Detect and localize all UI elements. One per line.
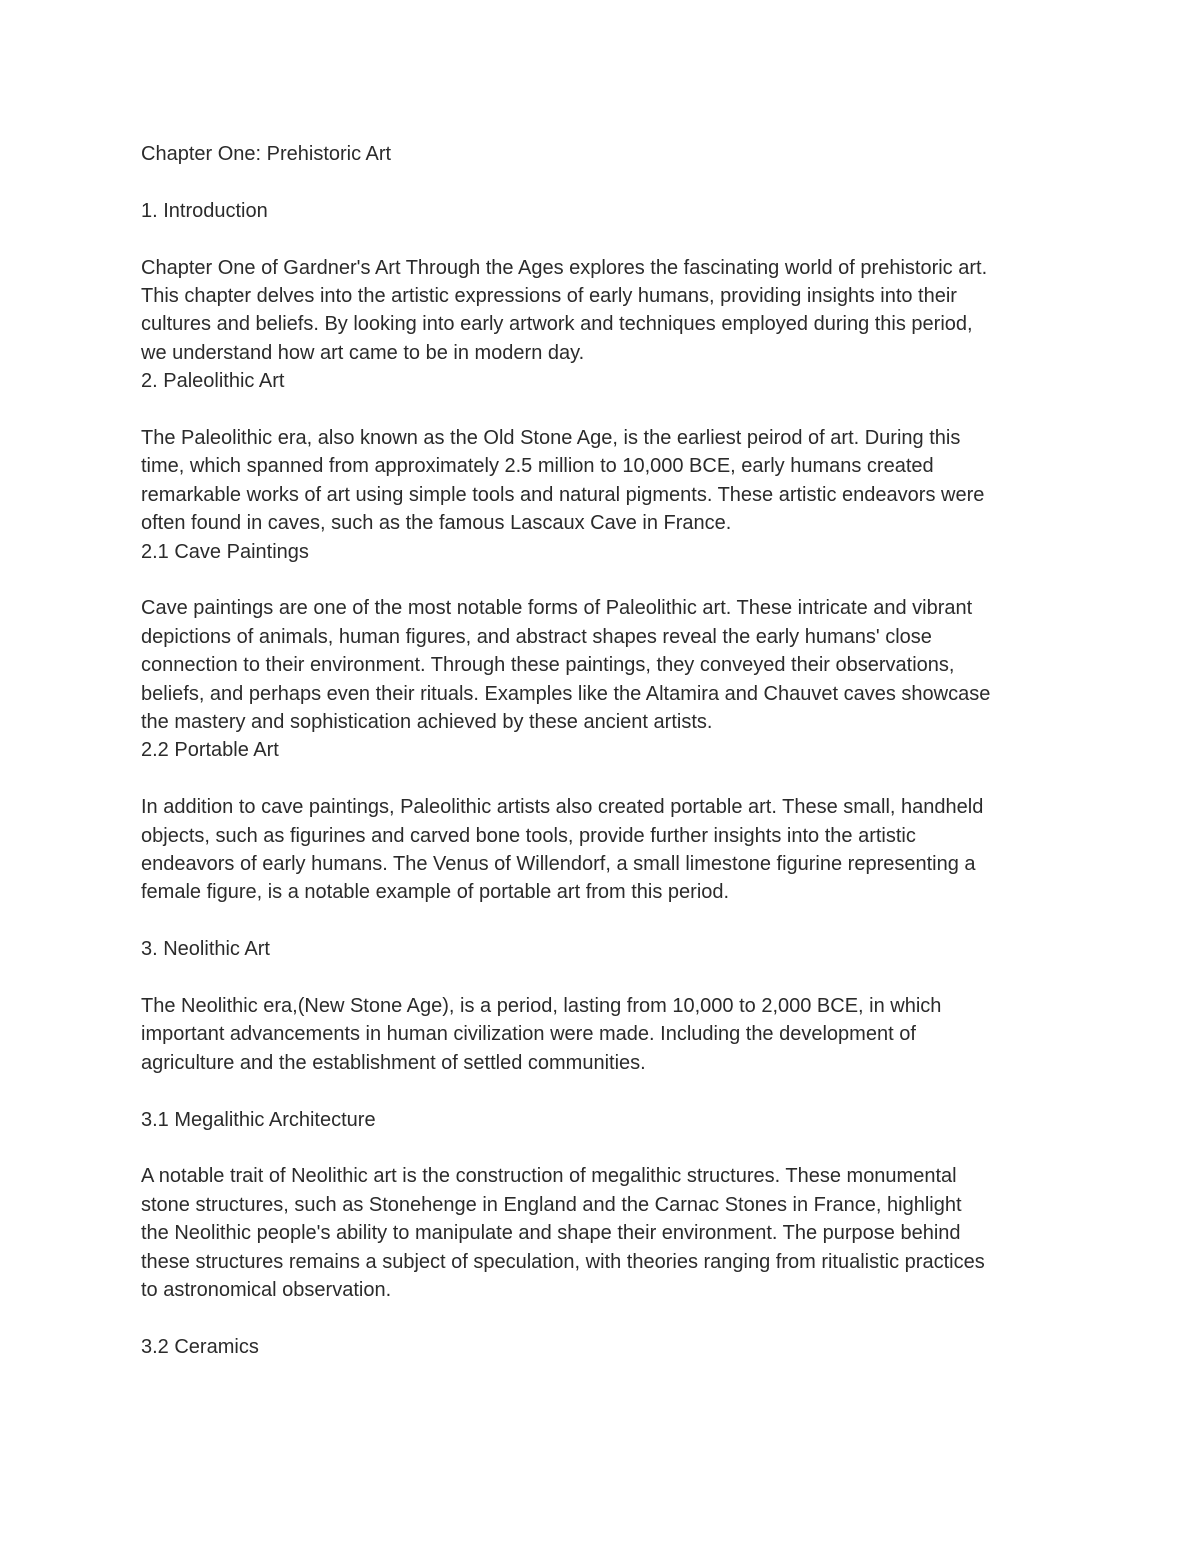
blank-line bbox=[141, 1077, 1071, 1105]
paragraph-introduction bbox=[141, 254, 1071, 368]
paragraph-line: objects, such as figurines and carved bone tools, provide further insights into the artistic bbox=[141, 824, 916, 847]
blank-line bbox=[141, 566, 1071, 594]
document-body bbox=[141, 140, 1071, 1361]
paragraph-line: often found in caves, such as the famous Lascaux Cave in France. bbox=[141, 512, 732, 535]
paragraph-line: Cave paintings are one of the most notable forms of Paleolithic art. These intricate and vibrant bbox=[141, 597, 973, 620]
paragraph-line: agriculture and the establishment of settled communities. bbox=[141, 1051, 646, 1074]
paragraph-line: cultures and beliefs. By looking into early artwork and techniques employed during this period, bbox=[141, 313, 973, 336]
section-heading-ceramics: 3.2 Ceramics bbox=[141, 1335, 259, 1358]
paragraph-line: the Neolithic people's ability to manipulate and shape their environment. The purpose behind bbox=[141, 1222, 961, 1245]
paragraph-line: these structures remains a subject of speculation, with theories ranging from ritualistic practices bbox=[141, 1250, 985, 1273]
section-heading-portable-art: 2.2 Portable Art bbox=[141, 739, 279, 762]
paragraph-line: stone structures, such as Stonehenge in England and the Carnac Stones in France, highlight bbox=[141, 1193, 962, 1216]
paragraph-line: we understand how art came to be in modern day. bbox=[141, 341, 585, 364]
page-title: Chapter One: Prehistoric Art bbox=[141, 143, 392, 165]
paragraph-line: beliefs, and perhaps even their rituals. Examples like the Altamira and Chauvet caves showcase bbox=[141, 682, 991, 705]
paragraph-line: depictions of animals, human figures, and abstract shapes reveal the early humans' close bbox=[141, 625, 932, 648]
section-heading-introduction: 1. Introduction bbox=[141, 199, 268, 222]
paragraph-line: The Paleolithic era, also known as the Old Stone Age, is the earliest peirod of art. During this bbox=[141, 427, 961, 450]
paragraph-line: to astronomical observation. bbox=[141, 1279, 392, 1302]
paragraph-line: the mastery and sophistication achieved by these ancient artists. bbox=[141, 711, 713, 734]
paragraph-line: remarkable works of art using simple tools and natural pigments. These artistic endeavors were bbox=[141, 483, 985, 506]
paragraph-megalithic bbox=[141, 1162, 1071, 1304]
section-heading-neolithic: 3. Neolithic Art bbox=[141, 938, 270, 961]
blank-line bbox=[141, 396, 1071, 424]
section-heading-megalithic: 3.1 Megalithic Architecture bbox=[141, 1108, 376, 1131]
paragraph-line: This chapter delves into the artistic expressions of early humans, providing insights into their bbox=[141, 285, 957, 307]
paragraph-portable-art bbox=[141, 793, 1071, 907]
blank-line bbox=[141, 225, 1071, 253]
paragraph-line: endeavors of early humans. The Venus of Willendorf, a small limestone figurine representing a bbox=[141, 853, 976, 876]
blank-line bbox=[141, 907, 1071, 935]
blank-line bbox=[141, 1134, 1071, 1162]
paragraph-line: time, which spanned from approximately 2.5 million to 10,000 BCE, early humans created bbox=[141, 455, 934, 478]
section-heading-paleolithic: 2. Paleolithic Art bbox=[141, 370, 285, 393]
paragraph-cave-paintings bbox=[141, 594, 1071, 736]
paragraph-paleolithic bbox=[141, 424, 1071, 538]
blank-line bbox=[141, 1305, 1071, 1333]
paragraph-line: A notable trait of Neolithic art is the construction of megalithic structures. These monumental bbox=[141, 1165, 957, 1188]
blank-line bbox=[141, 168, 1071, 196]
paragraph-line: Chapter One of Gardner's Art Through the Ages explores the fascinating world of prehistoric art. bbox=[141, 256, 988, 279]
blank-line bbox=[141, 765, 1071, 793]
section-heading-cave-paintings: 2.1 Cave Paintings bbox=[141, 540, 309, 563]
paragraph-line: important advancements in human civilization were made. Including the development of bbox=[141, 1023, 916, 1046]
blank-line bbox=[141, 964, 1071, 992]
paragraph-line: female figure, is a notable example of portable art from this period. bbox=[141, 881, 730, 904]
paragraph-line: In addition to cave paintings, Paleolithic artists also created portable art. These small, handheld bbox=[141, 796, 984, 819]
paragraph-neolithic bbox=[141, 992, 1071, 1077]
paragraph-line: connection to their environment. Through these paintings, they conveyed their observations, bbox=[141, 654, 955, 677]
paragraph-line: The Neolithic era,(New Stone Age), is a period, lasting from 10,000 to 2,000 BCE, in which bbox=[141, 995, 942, 1018]
